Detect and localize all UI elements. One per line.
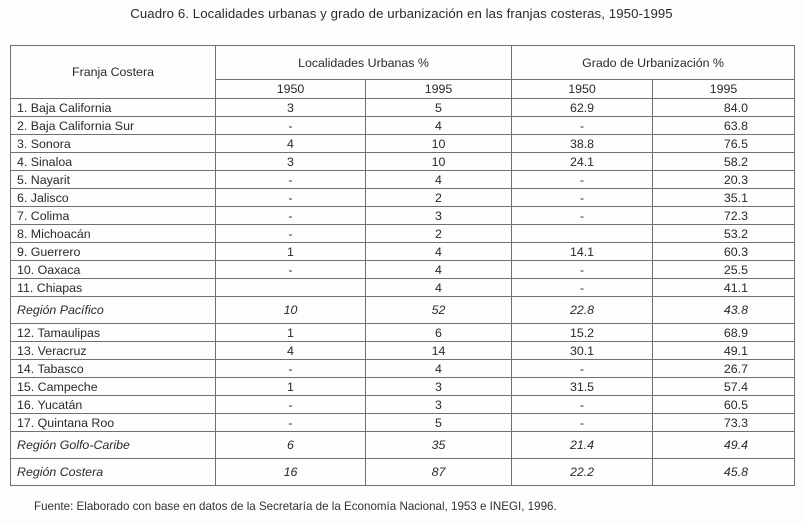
- cell-lu-1995: 52: [366, 297, 512, 324]
- cell-gu-1950: -: [512, 360, 653, 378]
- cell-lu-1950: -: [216, 189, 366, 207]
- table-row: [11, 225, 795, 243]
- cell-franja: 6. Jalisco: [11, 189, 216, 207]
- cell-gu-1950: -: [512, 171, 653, 189]
- cell-gu-1950: 24.1: [512, 153, 653, 171]
- table-row: [11, 153, 795, 171]
- cell-gu-1950: -: [512, 117, 653, 135]
- cell-lu-1950: 3: [216, 153, 366, 171]
- cell-gu-1995: 58.2: [653, 153, 795, 171]
- cell-lu-1995: 87: [366, 459, 512, 486]
- table-row: [11, 324, 795, 342]
- table-row: [11, 99, 795, 117]
- cell-lu-1950: -: [216, 225, 366, 243]
- cell-franja: 8. Michoacán: [11, 225, 216, 243]
- cell-gu-1950: 31.5: [512, 378, 653, 396]
- cell-gu-1995: 45.8: [653, 459, 795, 486]
- cell-gu-1950: 22.8: [512, 297, 653, 324]
- cell-lu-1995: 2: [366, 189, 512, 207]
- cell-gu-1950: -: [512, 207, 653, 225]
- cell-gu-1995: 60.3: [653, 243, 795, 261]
- cell-lu-1950: -: [216, 171, 366, 189]
- cell-lu-1995: 10: [366, 135, 512, 153]
- table-row: [11, 414, 795, 432]
- cell-lu-1950: 16: [216, 459, 366, 486]
- cell-lu-1995: 6: [366, 324, 512, 342]
- cell-gu-1950: 21.4: [512, 432, 653, 459]
- cell-gu-1995: 20.3: [653, 171, 795, 189]
- cell-gu-1995: 41.1: [653, 279, 795, 297]
- table-row: [11, 171, 795, 189]
- cell-franja: 2. Baja California Sur: [11, 117, 216, 135]
- cell-franja: Región Costera: [11, 459, 216, 486]
- cell-gu-1995: 49.4: [653, 432, 795, 459]
- cell-gu-1995: 63.8: [653, 117, 795, 135]
- cell-franja: 1. Baja California: [11, 99, 216, 117]
- table-row: [11, 261, 795, 279]
- cell-lu-1995: 4: [366, 117, 512, 135]
- cell-franja: 16. Yucatán: [11, 396, 216, 414]
- cell-lu-1950: 1: [216, 378, 366, 396]
- cell-franja: 12. Tamaulipas: [11, 324, 216, 342]
- table-caption: Cuadro 6. Localidades urbanas y grado de urbanización en las franjas costeras, 1950-1995: [130, 6, 673, 21]
- cell-lu-1995: 4: [366, 243, 512, 261]
- header-franja-costera: Franja Costera: [11, 46, 216, 99]
- cell-gu-1950: 30.1: [512, 342, 653, 360]
- header-localidades-urbanas: Localidades Urbanas %: [216, 46, 512, 80]
- table-row: [11, 396, 795, 414]
- header-year-lu-1995: 1995: [366, 80, 512, 99]
- source-note: Fuente: Elaborado con base en datos de la Secretaría de la Economía Nacional, 1953 e INEGI, 1996.: [34, 500, 557, 513]
- cell-gu-1995: 49.1: [653, 342, 795, 360]
- cell-lu-1950: 3: [216, 99, 366, 117]
- table-row: [11, 378, 795, 396]
- cell-gu-1950: -: [512, 261, 653, 279]
- table-row: [11, 207, 795, 225]
- cell-lu-1995: 4: [366, 261, 512, 279]
- cell-gu-1950: [512, 225, 653, 243]
- cell-franja: Región Golfo-Caribe: [11, 432, 216, 459]
- table-row: [11, 135, 795, 153]
- cell-gu-1950: 62.9: [512, 99, 653, 117]
- table-row: [11, 243, 795, 261]
- cell-lu-1995: 5: [366, 99, 512, 117]
- cell-lu-1950: 4: [216, 342, 366, 360]
- header-grado-urbanizacion: Grado de Urbanización %: [512, 46, 795, 80]
- cell-gu-1995: 84.0: [653, 99, 795, 117]
- cell-lu-1950: -: [216, 207, 366, 225]
- cell-lu-1950: [216, 279, 366, 297]
- cell-lu-1995: 3: [366, 396, 512, 414]
- cell-franja: 9. Guerrero: [11, 243, 216, 261]
- cell-gu-1995: 72.3: [653, 207, 795, 225]
- cell-franja: 17. Quintana Roo: [11, 414, 216, 432]
- cell-gu-1950: -: [512, 189, 653, 207]
- region-total-row: [11, 297, 795, 324]
- cell-gu-1950: 38.8: [512, 135, 653, 153]
- cell-gu-1995: 57.4: [653, 378, 795, 396]
- urbanization-table: [10, 45, 795, 486]
- cell-franja: 3. Sonora: [11, 135, 216, 153]
- cell-lu-1950: -: [216, 414, 366, 432]
- cell-franja: 7. Colima: [11, 207, 216, 225]
- header-year-gu-1950: 1950: [512, 80, 653, 99]
- cell-gu-1950: -: [512, 396, 653, 414]
- cell-gu-1995: 35.1: [653, 189, 795, 207]
- cell-franja: 4. Sinaloa: [11, 153, 216, 171]
- cell-lu-1995: 2: [366, 225, 512, 243]
- cell-lu-1950: 6: [216, 432, 366, 459]
- cell-lu-1950: -: [216, 261, 366, 279]
- cell-lu-1950: 1: [216, 324, 366, 342]
- cell-gu-1995: 73.3: [653, 414, 795, 432]
- region-total-row: [11, 459, 795, 486]
- header-row-groups: [11, 46, 795, 80]
- cell-gu-1995: 53.2: [653, 225, 795, 243]
- header-year-lu-1950: 1950: [216, 80, 366, 99]
- cell-lu-1995: 3: [366, 378, 512, 396]
- cell-lu-1995: 5: [366, 414, 512, 432]
- cell-franja: 13. Veracruz: [11, 342, 216, 360]
- cell-gu-1995: 60.5: [653, 396, 795, 414]
- cell-lu-1950: 4: [216, 135, 366, 153]
- table-row: [11, 189, 795, 207]
- cell-lu-1995: 4: [366, 171, 512, 189]
- cell-lu-1995: 35: [366, 432, 512, 459]
- cell-franja: 10. Oaxaca: [11, 261, 216, 279]
- cell-lu-1950: -: [216, 117, 366, 135]
- cell-franja: 5. Nayarit: [11, 171, 216, 189]
- cell-lu-1995: 4: [366, 360, 512, 378]
- table-row: [11, 360, 795, 378]
- cell-franja: 14. Tabasco: [11, 360, 216, 378]
- cell-franja: 15. Campeche: [11, 378, 216, 396]
- cell-lu-1995: 4: [366, 279, 512, 297]
- cell-gu-1950: 22.2: [512, 459, 653, 486]
- header-year-gu-1995: 1995: [653, 80, 795, 99]
- cell-gu-1995: 43.8: [653, 297, 795, 324]
- cell-lu-1950: -: [216, 360, 366, 378]
- cell-lu-1950: 1: [216, 243, 366, 261]
- cell-lu-1995: 14: [366, 342, 512, 360]
- table-row: [11, 279, 795, 297]
- region-total-row: [11, 432, 795, 459]
- cell-gu-1995: 26.7: [653, 360, 795, 378]
- cell-gu-1950: -: [512, 279, 653, 297]
- cell-gu-1950: 14.1: [512, 243, 653, 261]
- cell-lu-1950: 10: [216, 297, 366, 324]
- table-row: [11, 117, 795, 135]
- cell-lu-1995: 3: [366, 207, 512, 225]
- table-row: [11, 342, 795, 360]
- cell-gu-1995: 25.5: [653, 261, 795, 279]
- cell-franja: Región Pacífico: [11, 297, 216, 324]
- cell-gu-1995: 76.5: [653, 135, 795, 153]
- cell-lu-1950: -: [216, 396, 366, 414]
- cell-lu-1995: 10: [366, 153, 512, 171]
- cell-gu-1950: 15.2: [512, 324, 653, 342]
- cell-gu-1995: 68.9: [653, 324, 795, 342]
- cell-franja: 11. Chiapas: [11, 279, 216, 297]
- cell-gu-1950: -: [512, 414, 653, 432]
